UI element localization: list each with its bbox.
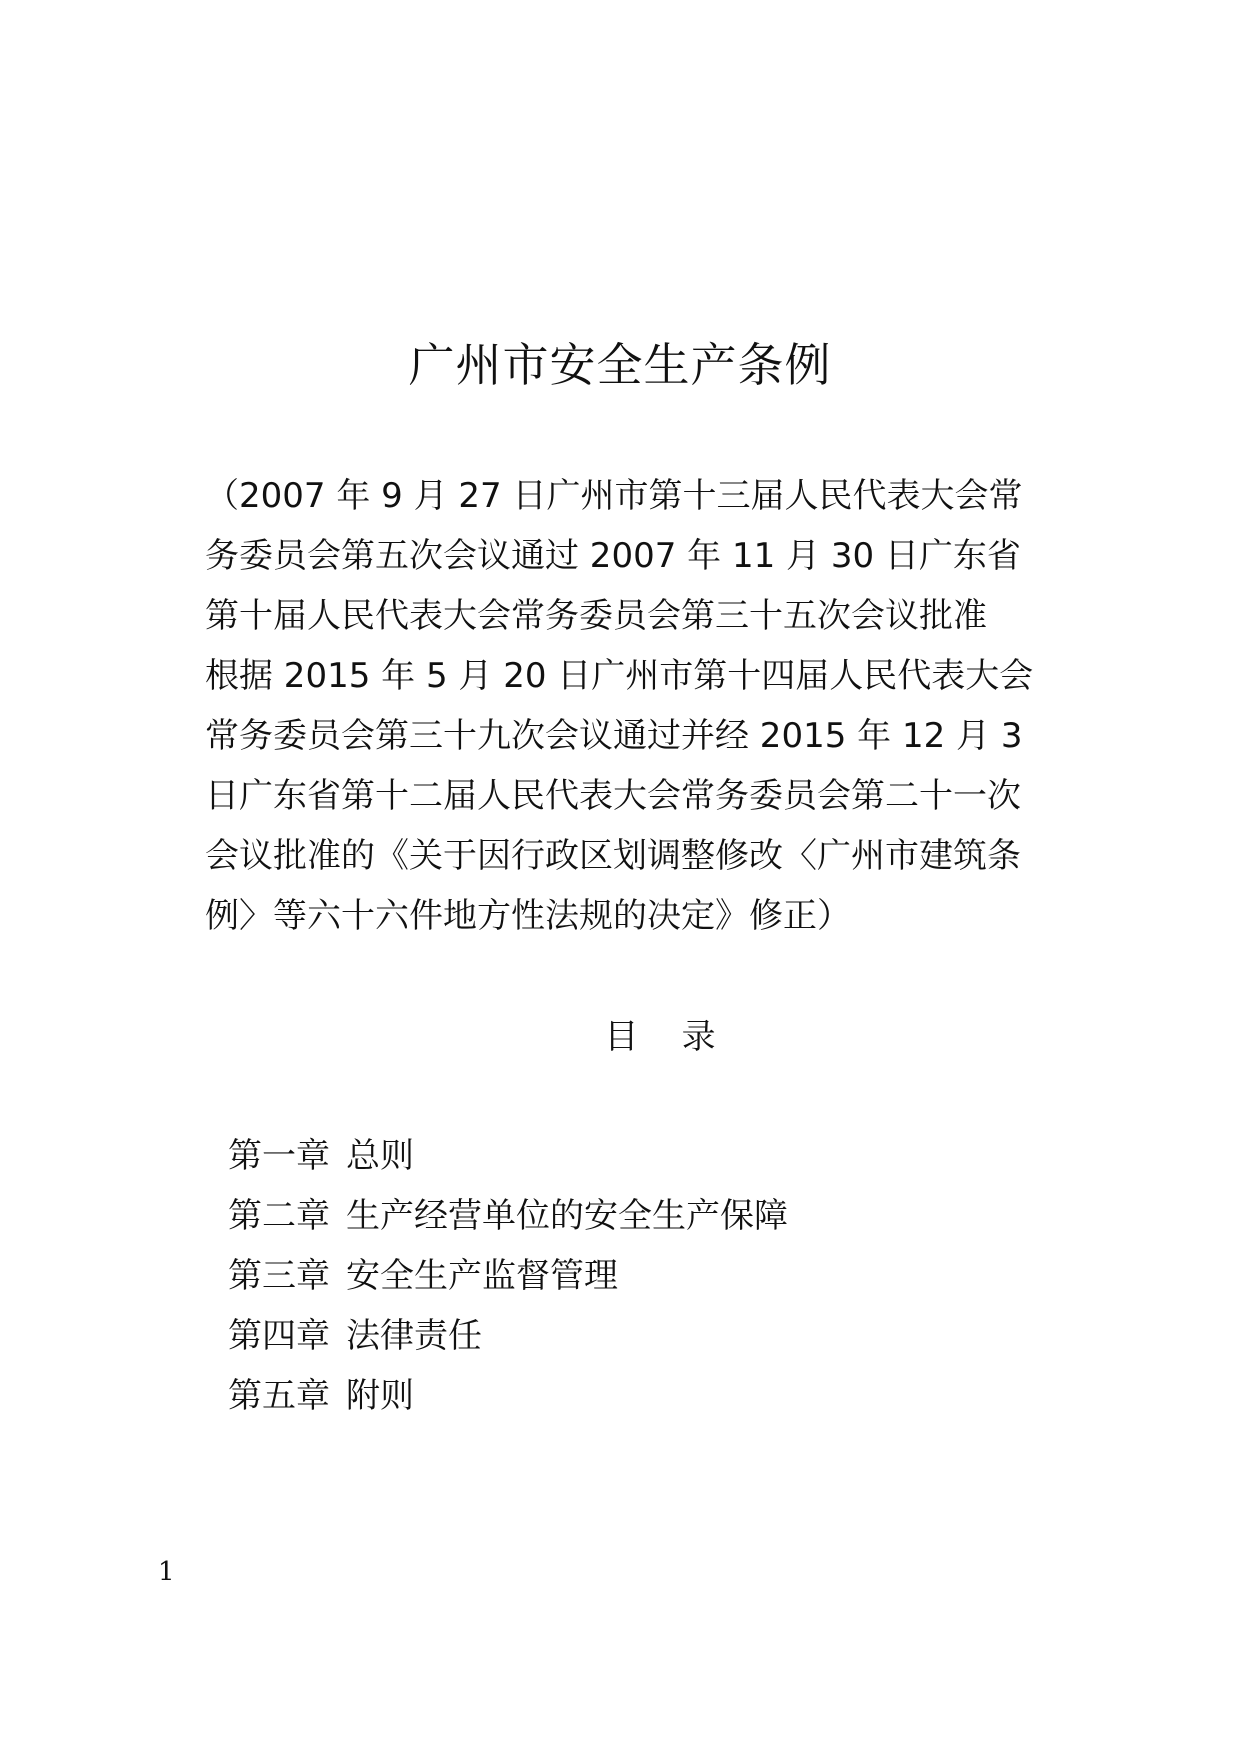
page-number: 1 xyxy=(158,1557,175,1587)
preamble-line: （2007 年 9 月 27 日广州市第十三届人民代表大会常 xyxy=(205,476,1023,516)
preamble-line: 会议批准的《关于因行政区划调整修改〈广州市建筑条 xyxy=(205,836,1021,876)
preamble-line: 常务委员会第三十九次会议通过并经 2015 年 12 月 3 xyxy=(205,716,1023,756)
table-of-contents xyxy=(228,1126,1028,1426)
table-of-contents-heading: 目 录 xyxy=(604,1017,716,1057)
legislative-history-note xyxy=(205,466,1035,946)
toc-chapter-number: 第二章 xyxy=(228,1196,330,1236)
preamble-line: 根据 2015 年 5 月 20 日广州市第十四届人民代表大会 xyxy=(205,656,1034,696)
toc-item-chapter-2 xyxy=(228,1186,1028,1246)
toc-chapter-name: 安全生产监督管理 xyxy=(346,1256,618,1296)
toc-item-chapter-5 xyxy=(228,1366,1028,1426)
toc-item-chapter-4 xyxy=(228,1306,1028,1366)
toc-item-chapter-1 xyxy=(228,1126,1028,1186)
toc-chapter-number: 第四章 xyxy=(228,1316,330,1356)
toc-chapter-name: 法律责任 xyxy=(346,1316,482,1356)
preamble-line: 第十届人民代表大会常务委员会第三十五次会议批准 xyxy=(205,596,987,636)
toc-chapter-number: 第三章 xyxy=(228,1256,330,1296)
toc-item-chapter-3 xyxy=(228,1246,1028,1306)
preamble-line: 日广东省第十二届人民代表大会常务委员会第二十一次 xyxy=(205,776,1021,816)
preamble-line: 务委员会第五次会议通过 2007 年 11 月 30 日广东省 xyxy=(205,536,1021,576)
preamble-line: 例〉等六十六件地方性法规的决定》修正） xyxy=(205,896,851,936)
toc-chapter-name: 附则 xyxy=(346,1376,414,1416)
toc-chapter-name: 总则 xyxy=(346,1136,414,1176)
toc-chapter-number: 第五章 xyxy=(228,1376,330,1416)
toc-chapter-name: 生产经营单位的安全生产保障 xyxy=(346,1196,788,1236)
document-title: 广州市安全生产条例 xyxy=(408,338,832,392)
toc-chapter-number: 第一章 xyxy=(228,1136,330,1176)
